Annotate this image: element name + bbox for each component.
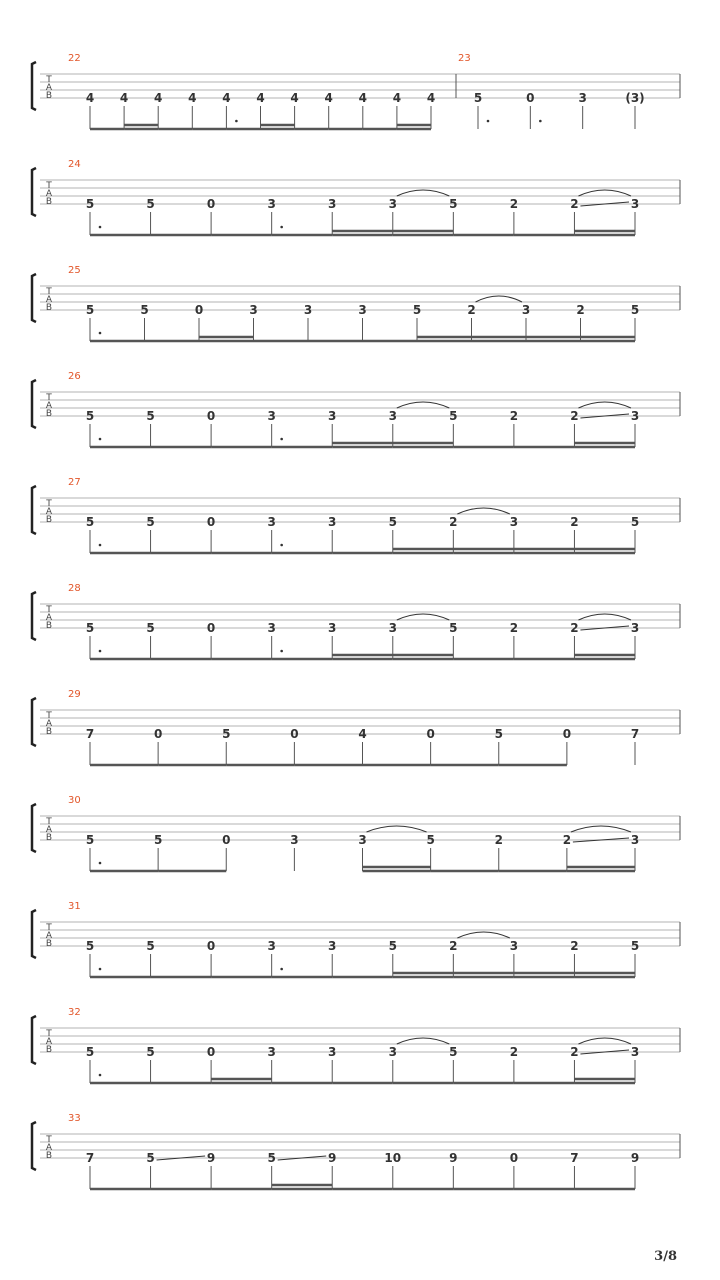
fret-number: 5 — [494, 727, 503, 741]
fret-number: 4 — [358, 91, 367, 105]
tie-arc — [578, 190, 631, 196]
fret-number: 5 — [630, 303, 640, 317]
fret-number: 10 — [384, 1151, 402, 1165]
rhythm-dot — [280, 968, 283, 971]
fret-number: 0 — [206, 409, 216, 423]
fret-number: 5 — [630, 939, 640, 953]
tie-arc — [397, 1038, 450, 1044]
fret-number: 5 — [146, 939, 155, 953]
tab-clef-letter: B — [45, 197, 53, 207]
fret-number: 5 — [85, 197, 95, 211]
tab-clef-letter: B — [45, 833, 53, 843]
tab-clef-letter: T — [46, 181, 52, 191]
fret-number: 4 — [392, 91, 402, 105]
tab-clef-letter: T — [46, 923, 52, 933]
fret-number: 2 — [570, 621, 579, 635]
fret-number: 3 — [630, 1045, 640, 1059]
system-bracket — [32, 592, 36, 640]
fret-number: 5 — [85, 303, 95, 317]
fret-number: 3 — [267, 1045, 276, 1059]
fret-number: 9 — [449, 1151, 458, 1165]
tab-system — [32, 1113, 680, 1189]
fret-number: 3 — [303, 303, 313, 317]
fret-number: 0 — [194, 303, 204, 317]
fret-number: 3 — [388, 197, 397, 211]
fret-number: 3 — [328, 939, 337, 953]
fret-number: 3 — [630, 833, 640, 847]
tab-system — [32, 53, 680, 129]
tie-arc — [578, 1038, 631, 1044]
tab-clef-letter: B — [45, 303, 53, 313]
measure-number: 23 — [458, 53, 471, 64]
fret-number: 7 — [630, 727, 640, 741]
fret-number: 0 — [509, 1151, 519, 1165]
measure-number: 33 — [68, 1113, 81, 1124]
fret-number: 5 — [146, 1045, 155, 1059]
fret-number: 3 — [388, 1045, 397, 1059]
fret-number: 5 — [630, 515, 640, 529]
fret-number: 3 — [328, 621, 337, 635]
tab-clef-letter: T — [46, 393, 52, 403]
fret-number: 2 — [509, 409, 519, 423]
tab-system — [32, 689, 680, 765]
tab-clef-letter: B — [45, 727, 53, 737]
fret-number: 3 — [290, 833, 299, 847]
fret-number: 0 — [206, 1045, 216, 1059]
fret-number: 5 — [85, 1045, 95, 1059]
fret-number: 3 — [328, 197, 337, 211]
tab-clef-letter: A — [45, 507, 53, 517]
tie-arc — [457, 932, 510, 938]
tab-clef-letter: A — [45, 825, 53, 835]
fret-number: 3 — [328, 409, 337, 423]
measure-number: 31 — [68, 901, 81, 912]
fret-number: 3 — [267, 197, 276, 211]
fret-number: 3 — [267, 409, 276, 423]
rhythm-dot — [99, 544, 102, 547]
tab-system — [32, 371, 680, 447]
tab-clef-letter: A — [45, 1037, 53, 1047]
fret-number: 3 — [630, 197, 640, 211]
fret-number: 3 — [509, 939, 519, 953]
fret-number: 4 — [426, 91, 436, 105]
fret-number: 4 — [290, 91, 299, 105]
system-bracket — [32, 274, 36, 322]
tab-clef-letter: A — [45, 83, 53, 93]
fret-number: 3 — [328, 1045, 337, 1059]
fret-number: 5 — [449, 409, 458, 423]
fret-number: 3 — [358, 833, 367, 847]
fret-number: 4 — [188, 91, 197, 105]
system-bracket — [32, 910, 36, 958]
fret-number: 7 — [85, 1151, 95, 1165]
rhythm-dot — [99, 332, 102, 335]
tie-arc — [578, 402, 631, 408]
tab-clef-letter: B — [45, 409, 53, 419]
fret-number: 7 — [85, 727, 95, 741]
tie-arc — [397, 614, 450, 620]
tab-clef-letter: T — [46, 287, 52, 297]
tab-clef-letter: T — [46, 499, 52, 509]
rhythm-dot — [280, 226, 283, 229]
tab-clef-letter: B — [45, 1045, 53, 1055]
fret-number: 5 — [146, 197, 155, 211]
fret-number: (3) — [625, 91, 645, 105]
fret-number: 7 — [570, 1151, 579, 1165]
fret-number: 5 — [449, 1045, 458, 1059]
measure-number: 26 — [68, 371, 81, 382]
tab-system — [32, 265, 680, 341]
tab-clef-letter: A — [45, 613, 53, 623]
fret-number: 5 — [85, 621, 95, 635]
fret-number: 3 — [630, 409, 640, 423]
fret-number: 3 — [388, 409, 397, 423]
fret-number: 2 — [494, 833, 503, 847]
fret-number: 0 — [290, 727, 299, 741]
tab-clef-letter: A — [45, 719, 53, 729]
rhythm-dot — [99, 226, 102, 229]
fret-number: 5 — [473, 91, 483, 105]
fret-number: 3 — [267, 621, 276, 635]
rhythm-dot — [280, 438, 283, 441]
rhythm-dot — [539, 120, 542, 123]
fret-number: 9 — [206, 1151, 216, 1165]
tab-clef-letter: B — [45, 515, 53, 525]
fret-number: 4 — [324, 91, 333, 105]
fret-number: 2 — [562, 833, 572, 847]
rhythm-dot — [235, 120, 238, 123]
tie-arc — [367, 826, 427, 832]
measure-number: 27 — [68, 477, 81, 488]
rhythm-dot — [99, 968, 102, 971]
tab-clef-letter: T — [46, 817, 52, 827]
fret-number: 5 — [85, 833, 95, 847]
tab-clef-letter: A — [45, 1143, 53, 1153]
tie-arc — [476, 296, 523, 302]
tab-system — [32, 477, 680, 553]
fret-number: 0 — [526, 91, 535, 105]
fret-number: 3 — [358, 303, 367, 317]
fret-number: 0 — [206, 939, 216, 953]
fret-number: 2 — [570, 197, 579, 211]
fret-number: 4 — [85, 91, 95, 105]
fret-number: 5 — [85, 939, 95, 953]
tab-system — [32, 159, 680, 235]
fret-number: 2 — [570, 939, 579, 953]
fret-number: 5 — [222, 727, 231, 741]
fret-number: 3 — [388, 621, 397, 635]
fret-number: 5 — [85, 515, 95, 529]
system-bracket — [32, 62, 36, 110]
fret-number: 4 — [119, 91, 129, 105]
tab-clef-letter: B — [45, 1151, 53, 1161]
fret-number: 3 — [630, 621, 640, 635]
fret-number: 5 — [146, 1151, 155, 1165]
system-bracket — [32, 380, 36, 428]
measure-number: 22 — [68, 53, 81, 64]
system-bracket — [32, 698, 36, 746]
fret-number: 4 — [154, 91, 163, 105]
fret-number: 3 — [509, 515, 519, 529]
fret-number: 3 — [328, 515, 337, 529]
tie-arc — [571, 826, 631, 832]
fret-number: 5 — [146, 515, 155, 529]
rhythm-dot — [99, 438, 102, 441]
tab-clef-letter: T — [46, 1029, 52, 1039]
fret-number: 0 — [222, 833, 231, 847]
fret-number: 2 — [467, 303, 476, 317]
fret-number: 5 — [426, 833, 435, 847]
fret-number: 2 — [570, 515, 579, 529]
tab-system — [32, 901, 680, 977]
fret-number: 0 — [562, 727, 572, 741]
rhythm-dot — [99, 1074, 102, 1077]
tie-arc — [457, 508, 510, 514]
fret-number: 3 — [578, 91, 587, 105]
fret-number: 5 — [140, 303, 149, 317]
fret-number: 0 — [206, 515, 216, 529]
fret-number: 9 — [630, 1151, 640, 1165]
rhythm-dot — [99, 650, 102, 653]
fret-number: 9 — [328, 1151, 337, 1165]
fret-number: 2 — [509, 621, 519, 635]
tab-clef-letter: A — [45, 189, 53, 199]
tab-clef-letter: T — [46, 605, 52, 615]
tie-arc — [578, 614, 631, 620]
tab-clef-letter: B — [45, 91, 53, 101]
page-number: 3/8 — [654, 1249, 677, 1264]
fret-number: 5 — [85, 409, 95, 423]
system-bracket — [32, 1122, 36, 1170]
fret-number: 5 — [267, 1151, 276, 1165]
fret-number: 5 — [449, 621, 458, 635]
measure-number: 25 — [68, 265, 81, 276]
tab-system — [32, 1007, 680, 1083]
fret-number: 2 — [509, 197, 519, 211]
system-bracket — [32, 804, 36, 852]
tab-clef-letter: T — [46, 1135, 52, 1145]
measure-number: 32 — [68, 1007, 81, 1018]
measure-number: 29 — [68, 689, 81, 700]
tie-arc — [397, 402, 450, 408]
fret-number: 3 — [267, 939, 276, 953]
rhythm-dot — [99, 862, 102, 865]
tab-clef-letter: A — [45, 401, 53, 411]
fret-number: 5 — [146, 621, 155, 635]
fret-number: 0 — [153, 727, 163, 741]
rhythm-dot — [280, 650, 283, 653]
system-bracket — [32, 486, 36, 534]
system-bracket — [32, 1016, 36, 1064]
measure-number: 24 — [68, 159, 81, 170]
fret-number: 4 — [256, 91, 265, 105]
fret-number: 3 — [521, 303, 531, 317]
fret-number: 5 — [449, 197, 458, 211]
measure-number: 28 — [68, 583, 81, 594]
tab-clef-letter: B — [45, 621, 53, 631]
fret-number: 0 — [426, 727, 435, 741]
fret-number: 5 — [388, 939, 397, 953]
measure-number: 30 — [68, 795, 81, 806]
fret-number: 5 — [153, 833, 163, 847]
fret-number: 0 — [206, 621, 216, 635]
tab-clef-letter: A — [45, 931, 53, 941]
fret-number: 5 — [388, 515, 397, 529]
fret-number: 5 — [146, 409, 155, 423]
fret-number: 3 — [267, 515, 276, 529]
rhythm-dot — [280, 544, 283, 547]
fret-number: 2 — [449, 939, 458, 953]
fret-number: 2 — [449, 515, 458, 529]
tab-clef-letter: B — [45, 939, 53, 949]
system-bracket — [32, 168, 36, 216]
fret-number: 4 — [358, 727, 367, 741]
fret-number: 5 — [412, 303, 422, 317]
tab-clef-letter: A — [45, 295, 53, 305]
tab-clef-letter: T — [46, 711, 52, 721]
fret-number: 4 — [222, 91, 231, 105]
tab-system — [32, 583, 680, 659]
fret-number: 2 — [576, 303, 585, 317]
tab-clef-letter: T — [46, 75, 52, 85]
fret-number: 3 — [249, 303, 258, 317]
tie-arc — [397, 190, 450, 196]
rhythm-dot — [487, 120, 490, 123]
fret-number: 2 — [509, 1045, 519, 1059]
fret-number: 2 — [570, 1045, 579, 1059]
tab-system — [32, 795, 680, 871]
fret-number: 2 — [570, 409, 579, 423]
fret-number: 0 — [206, 197, 216, 211]
